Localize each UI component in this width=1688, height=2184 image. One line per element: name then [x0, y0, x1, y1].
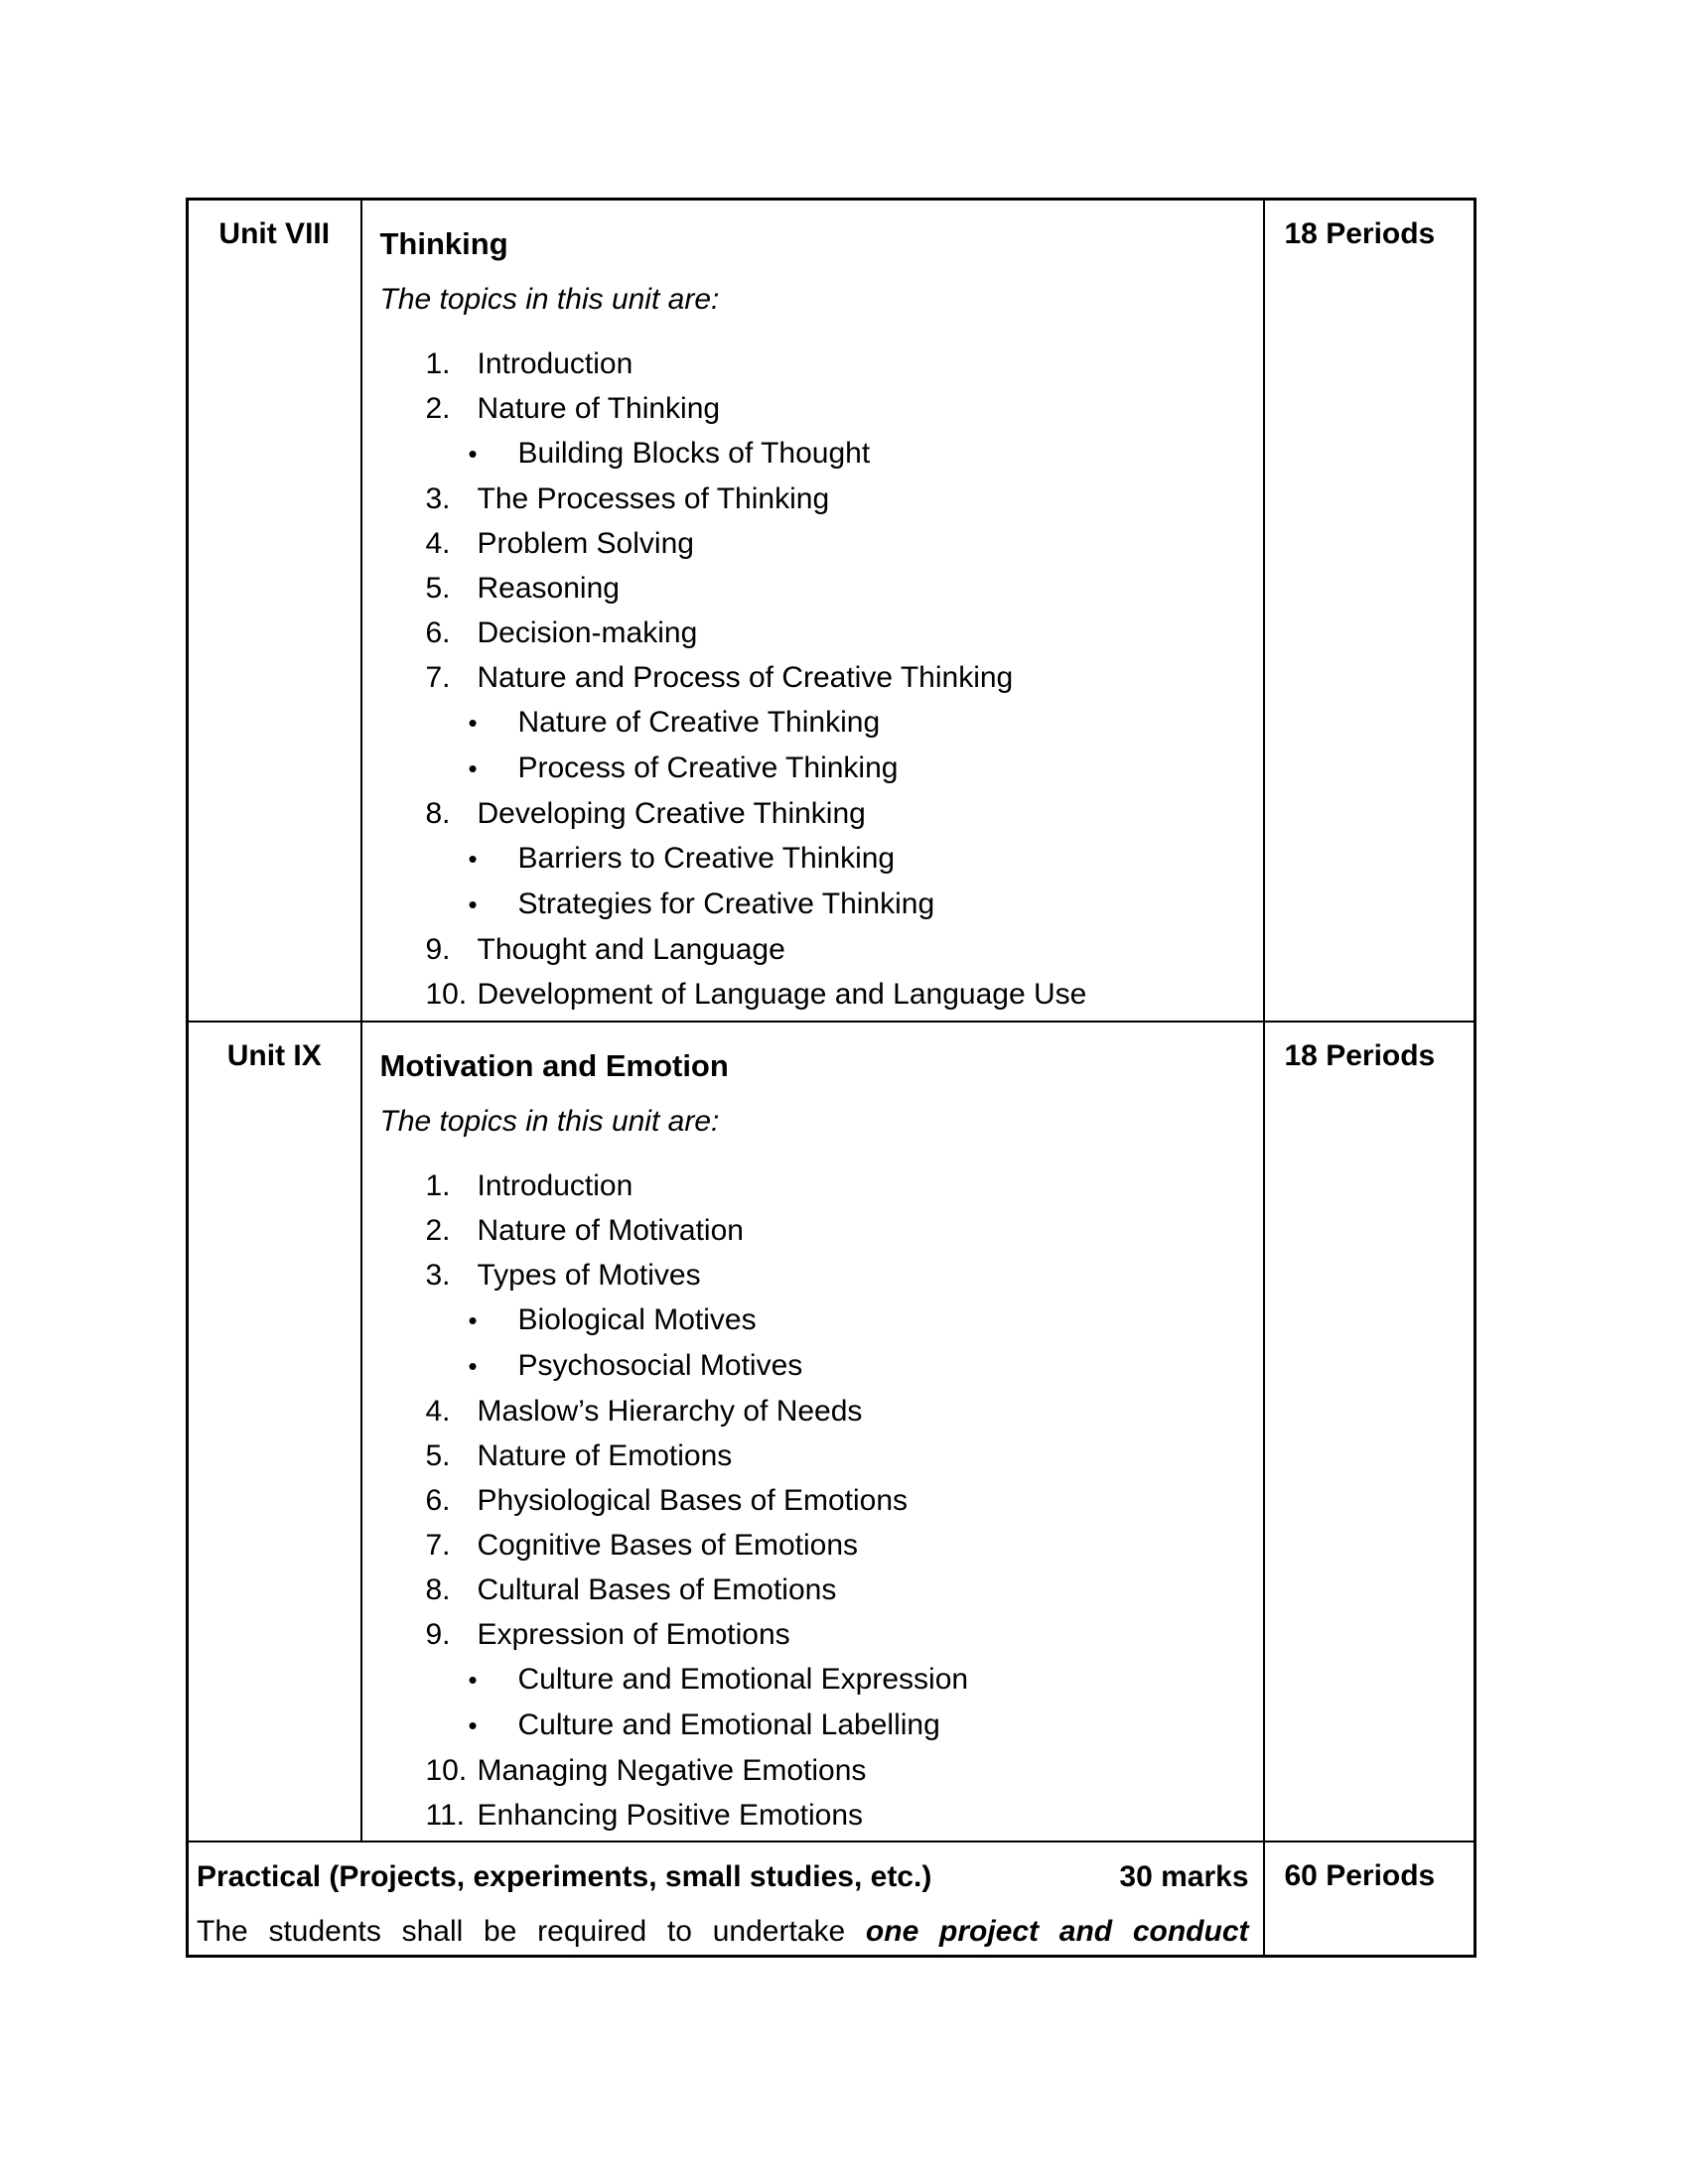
topic-item [380, 521, 1243, 566]
topic-item [380, 1389, 1243, 1433]
topic-subitem [380, 746, 1243, 791]
topic-item [380, 972, 1243, 1017]
bullet-icon: • [468, 844, 478, 874]
topic-subitem [380, 700, 1243, 746]
unit-ix-content-cell [361, 1022, 1264, 1842]
topic-number: 9. [425, 933, 451, 966]
topic-number: 5. [425, 572, 451, 605]
topic-text: Maslow’s Hierarchy of Needs [477, 1394, 863, 1428]
topic-number: 1. [425, 1168, 451, 1202]
topic-text: Cultural Bases of Emotions [477, 1572, 837, 1606]
topic-number: 2. [425, 1213, 451, 1247]
practical-periods-cell [1264, 1842, 1476, 1957]
topic-text: Reasoning [477, 572, 620, 605]
topic-item [380, 927, 1243, 972]
topic-subitem [380, 1343, 1243, 1389]
topic-item [380, 566, 1243, 611]
practical-note [197, 1909, 1249, 1955]
practical-note-emphasis: one project and conduct [865, 1914, 1249, 1948]
topic-text: Thought and Language [477, 933, 785, 966]
topic-text: Types of Motives [477, 1258, 701, 1292]
topic-text: Decision-making [477, 616, 698, 649]
topic-list [380, 341, 1243, 1017]
unit-label: Unit VIII [218, 217, 331, 250]
topic-item [380, 1793, 1243, 1838]
bullet-icon: • [468, 708, 478, 738]
practical-note-text: The students shall be required to undertake [197, 1914, 846, 1948]
topic-text: Introduction [477, 347, 633, 380]
topic-number: 4. [425, 1394, 451, 1428]
topic-subitem [380, 431, 1243, 477]
topic-number: 7. [425, 1528, 451, 1562]
topic-text: Introduction [477, 1168, 633, 1202]
topic-text: Enhancing Positive Emotions [477, 1798, 864, 1832]
topic-number: 6. [425, 1483, 451, 1517]
topic-text: Physiological Bases of Emotions [477, 1483, 909, 1517]
topic-item [380, 1253, 1243, 1297]
bullet-icon: • [468, 1350, 478, 1381]
topic-text: Nature of Thinking [477, 392, 721, 425]
bullet-icon: • [468, 439, 478, 469]
topic-text: Culture and Emotional Labelling [517, 1707, 940, 1741]
unit-title: Thinking [379, 226, 508, 261]
topic-text: Development of Language and Language Use [477, 978, 1087, 1011]
topic-number: 5. [425, 1438, 451, 1472]
topic-number: 10. [425, 1753, 468, 1787]
unit-row-viii [188, 200, 1476, 1022]
practical-heading [197, 1854, 1249, 1900]
practical-cell [188, 1842, 1264, 1957]
topic-subitem [380, 882, 1243, 927]
topic-number: 7. [425, 661, 451, 694]
bullet-icon: • [468, 753, 478, 783]
topic-text: Developing Creative Thinking [477, 797, 866, 830]
topic-number: 11. [425, 1798, 465, 1832]
topic-item [380, 1748, 1243, 1793]
topic-text: Managing Negative Emotions [477, 1753, 867, 1787]
topic-number: 8. [425, 1572, 451, 1606]
unit-row-ix [188, 1022, 1476, 1842]
topic-number: 10. [425, 978, 468, 1011]
topic-item [380, 1433, 1243, 1478]
syllabus-table [186, 198, 1477, 1958]
topic-text: Biological Motives [517, 1302, 757, 1336]
topic-list [380, 1163, 1243, 1838]
periods-label: 18 Periods [1284, 217, 1436, 250]
topic-number: 8. [425, 797, 451, 830]
unit-intro: The topics in this unit are: [379, 283, 720, 316]
bullet-icon: • [468, 1304, 478, 1335]
topic-number: 9. [425, 1617, 451, 1651]
topic-subitem [380, 1657, 1243, 1703]
topic-item [380, 1568, 1243, 1612]
topic-number: 2. [425, 392, 451, 425]
topic-text: Nature and Process of Creative Thinking [477, 661, 1014, 694]
topic-item [380, 1163, 1243, 1208]
unit-viii-label-cell [188, 200, 361, 1022]
topic-item [380, 611, 1243, 655]
topic-text: Barriers to Creative Thinking [517, 842, 896, 875]
topic-text: The Processes of Thinking [477, 482, 830, 515]
practical-row [188, 1842, 1476, 1957]
topic-subitem [380, 1297, 1243, 1343]
topic-subitem [380, 1703, 1243, 1748]
topic-item [380, 655, 1243, 700]
unit-label: Unit IX [226, 1038, 322, 1072]
topic-item [380, 477, 1243, 521]
topic-item [380, 1208, 1243, 1253]
topic-item [380, 1612, 1243, 1657]
topic-text: Expression of Emotions [477, 1617, 790, 1651]
topic-text: Process of Creative Thinking [517, 751, 899, 784]
unit-title: Motivation and Emotion [379, 1047, 729, 1083]
periods-label: 18 Periods [1284, 1038, 1436, 1072]
topic-number: 1. [425, 347, 451, 380]
practical-marks: 30 marks [1119, 1859, 1249, 1893]
periods-label: 60 Periods [1284, 1858, 1436, 1892]
bullet-icon: • [468, 889, 478, 919]
topic-text: Strategies for Creative Thinking [517, 887, 935, 920]
topic-text: Nature of Motivation [477, 1213, 744, 1247]
topic-text: Problem Solving [477, 527, 694, 560]
bullet-icon: • [468, 1664, 478, 1695]
topic-number: 3. [425, 482, 451, 515]
unit-viii-content-cell [361, 200, 1264, 1022]
topic-item [380, 386, 1243, 431]
unit-viii-periods-cell [1264, 200, 1476, 1022]
bullet-icon: • [468, 1709, 478, 1740]
unit-ix-label-cell [188, 1022, 361, 1842]
topic-text: Cognitive Bases of Emotions [477, 1528, 859, 1562]
topic-text: Nature of Creative Thinking [517, 706, 881, 739]
topic-text: Building Blocks of Thought [517, 437, 871, 470]
topic-item [380, 1523, 1243, 1568]
topic-item [380, 1478, 1243, 1523]
topic-text: Nature of Emotions [477, 1438, 733, 1472]
unit-intro: The topics in this unit are: [379, 1104, 720, 1138]
topic-number: 4. [425, 527, 451, 560]
topic-number: 6. [425, 616, 451, 649]
topic-number: 3. [425, 1258, 451, 1292]
practical-title: Practical (Projects, experiments, small studies, etc.) [197, 1859, 932, 1893]
topic-subitem [380, 836, 1243, 882]
topic-text: Culture and Emotional Expression [517, 1662, 969, 1696]
topic-text: Psychosocial Motives [517, 1348, 803, 1382]
unit-ix-periods-cell [1264, 1022, 1476, 1842]
topic-item [380, 791, 1243, 836]
topic-item [380, 341, 1243, 386]
